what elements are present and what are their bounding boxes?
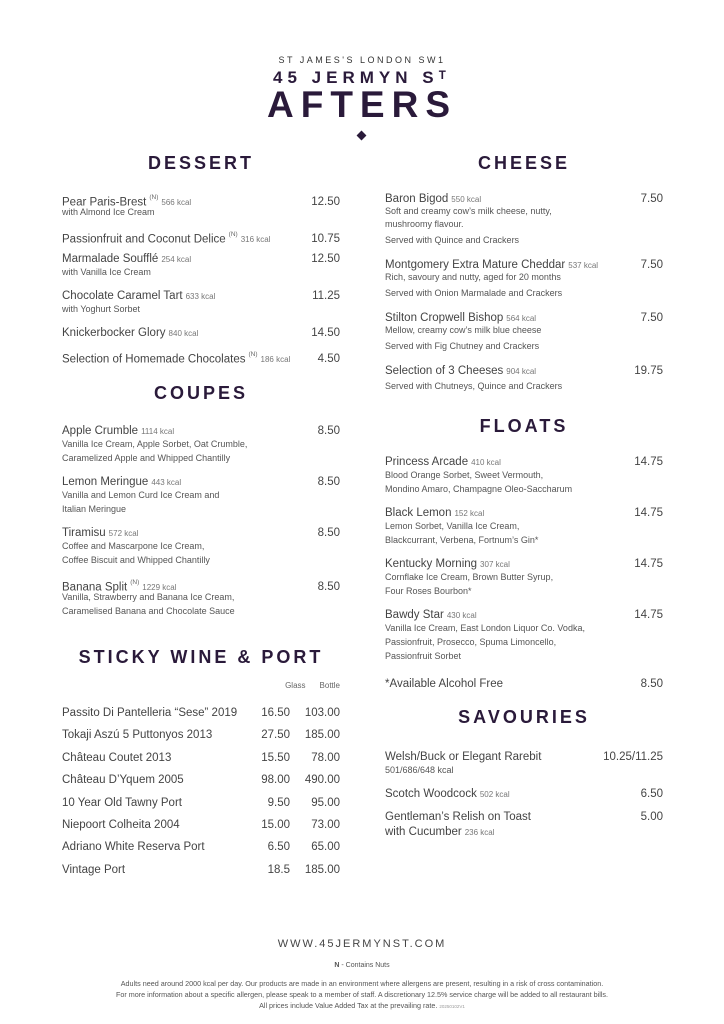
item-name-line2: with Cucumber bbox=[385, 826, 462, 838]
website-link[interactable]: WWW.45JERMYNST.COM bbox=[277, 938, 447, 950]
menu-item bbox=[62, 324, 340, 339]
wine-column-headers bbox=[62, 681, 340, 695]
item-row bbox=[62, 473, 340, 488]
item-name: Marmalade Soufflé bbox=[62, 253, 159, 265]
item-name: Bawdy Star bbox=[385, 609, 444, 621]
item-kcal: 1229 kcal bbox=[142, 583, 177, 593]
location-line: ST JAMES'S LONDON SW1 bbox=[278, 55, 446, 65]
item-description: Lemon Sorbet, Vanilla Ice Cream, bbox=[385, 521, 520, 531]
floats-section bbox=[385, 416, 663, 698]
menu-item bbox=[62, 347, 340, 366]
item-description: Blood Orange Sorbet, Sweet Vermouth, bbox=[385, 470, 544, 480]
glass-price: 6.50 bbox=[267, 841, 290, 854]
item-name: Tiramisu bbox=[62, 527, 106, 539]
bottle-price: 73.00 bbox=[311, 818, 340, 831]
item-name: Apple Crumble bbox=[62, 425, 139, 437]
item-price: 8.50 bbox=[317, 425, 340, 437]
item-row bbox=[385, 606, 663, 621]
item-kcal: 840 kcal bbox=[168, 329, 199, 338]
wine-name: Château D’Yquem 2005 bbox=[62, 774, 184, 787]
cheese-list bbox=[385, 190, 663, 393]
item-description: Vanilla, Strawberry and Banana Ice Cream, bbox=[62, 592, 235, 602]
disclaimer bbox=[0, 978, 724, 1012]
item-kcal: 537 kcal bbox=[568, 261, 599, 270]
item-name: *Available Alcohol Free bbox=[385, 678, 504, 690]
item-kcal: 1114 kcal bbox=[141, 427, 175, 436]
glass-price: 98.00 bbox=[261, 774, 290, 787]
item-row bbox=[385, 362, 663, 377]
item-name: Princess Arcade bbox=[385, 456, 469, 468]
item-price: 5.00 bbox=[640, 811, 663, 823]
item-served-with: Served with Fig Chutney and Crackers bbox=[385, 341, 540, 351]
item-description: Caramelised Banana and Chocolate Sauce bbox=[62, 606, 235, 616]
glass-price: 15.50 bbox=[261, 751, 290, 764]
item-kcal: 236 kcal bbox=[464, 828, 495, 837]
bottle-price: 490.00 bbox=[304, 774, 340, 787]
item-name: Welsh/Buck or Elegant Rarebit bbox=[385, 751, 542, 763]
item-row bbox=[62, 575, 340, 594]
wine-name: Tokaji Aszú 5 Puttonyos 2013 bbox=[62, 729, 213, 742]
menu-item bbox=[385, 675, 663, 690]
item-row-2 bbox=[385, 823, 663, 838]
menu-item bbox=[62, 473, 340, 516]
item-kcal: 152 kcal bbox=[454, 509, 485, 518]
item-description: Four Roses Bourbon* bbox=[385, 586, 472, 596]
item-price: 19.75 bbox=[634, 365, 663, 377]
item-row bbox=[385, 256, 663, 271]
item-price: 8.50 bbox=[317, 581, 340, 594]
item-name: Black Lemon bbox=[385, 507, 452, 519]
nut-marker: (N) bbox=[228, 231, 238, 238]
item-row bbox=[385, 190, 663, 205]
item-name: Lemon Meringue bbox=[62, 476, 149, 488]
item-row bbox=[385, 785, 663, 800]
wine-row bbox=[62, 840, 340, 862]
item-description: Caramelized Apple and Whipped Chantilly bbox=[62, 453, 231, 463]
section-heading: CHEESE bbox=[477, 153, 571, 173]
item-name: Chocolate Caramel Tart bbox=[62, 290, 183, 302]
bottle-price: 95.00 bbox=[311, 796, 340, 809]
item-price: 7.50 bbox=[640, 259, 663, 271]
item-name: Selection of 3 Cheeses bbox=[385, 365, 504, 377]
item-kcal: 186 kcal bbox=[260, 355, 291, 365]
item-kcal: 550 kcal bbox=[451, 195, 482, 204]
wine-row bbox=[62, 863, 340, 885]
item-description: Passionfruit, Prosecco, Spuma Limoncello, bbox=[385, 637, 557, 647]
wine-row bbox=[62, 751, 340, 773]
glass-price: 9.50 bbox=[267, 796, 290, 809]
nut-marker: (N) bbox=[130, 579, 140, 586]
menu-item bbox=[385, 453, 663, 496]
disclaimer-line: Adults need around 2000 kcal per day. Our products are made in an environment where allergens are present, resulting in a risk of cross contamination. bbox=[120, 979, 604, 988]
item-kcal: 564 kcal bbox=[506, 314, 537, 323]
item-price: 14.75 bbox=[634, 609, 663, 621]
item-title bbox=[62, 324, 198, 341]
glass-header: Glass bbox=[285, 681, 306, 690]
section-heading: DESSERT bbox=[147, 153, 255, 173]
item-name: Kentucky Morning bbox=[385, 558, 478, 570]
menu-item bbox=[385, 309, 663, 353]
item-description: Vanilla Ice Cream, Apple Sorbet, Oat Crumble, bbox=[62, 439, 248, 449]
cheese-section bbox=[385, 153, 663, 402]
bottle-price: 65.00 bbox=[311, 841, 340, 854]
disclaimer-line: For more information about a specific allergen, please speak to a member of staff. A discretionary 12.5% service charge will be added to all restaurant bills. bbox=[115, 990, 609, 999]
menu-item bbox=[62, 250, 340, 279]
item-kcal: 566 kcal bbox=[161, 198, 192, 208]
item-description: Coffee Biscuit and Whipped Chantilly bbox=[62, 555, 210, 565]
wine-list bbox=[62, 706, 340, 885]
savouries-list bbox=[385, 748, 663, 838]
wine-row bbox=[62, 818, 340, 840]
wine-name: Vintage Port bbox=[62, 863, 126, 876]
item-price: 6.50 bbox=[640, 788, 663, 800]
menu-item bbox=[385, 256, 663, 300]
item-title bbox=[62, 227, 270, 247]
item-row bbox=[385, 453, 663, 468]
item-name: Knickerbocker Glory bbox=[62, 327, 166, 339]
item-description: Coffee and Mascarpone Ice Cream, bbox=[62, 541, 205, 551]
disclaimer-line bbox=[0, 1000, 724, 1012]
item-description: with Vanilla Ice Cream bbox=[62, 267, 151, 277]
wine-name: Château Coutet 2013 bbox=[62, 751, 172, 764]
menu-item bbox=[385, 808, 663, 838]
item-row bbox=[385, 675, 663, 690]
item-title bbox=[385, 785, 510, 802]
item-kcal: 572 kcal bbox=[108, 529, 139, 538]
item-row bbox=[62, 287, 340, 302]
wine-section bbox=[62, 647, 340, 885]
item-row bbox=[385, 808, 663, 823]
item-description: Mellow, creamy cow’s milk blue cheese bbox=[385, 325, 542, 335]
item-title bbox=[385, 362, 536, 379]
wine-row bbox=[62, 728, 340, 750]
glass-price: 15.00 bbox=[261, 818, 290, 831]
menu-code: 20250102V1 bbox=[439, 1004, 465, 1009]
menu-item bbox=[62, 227, 340, 246]
item-price: 8.50 bbox=[317, 527, 340, 539]
bottle-price: 185.00 bbox=[304, 863, 340, 876]
item-description: Cornflake Ice Cream, Brown Butter Syrup, bbox=[385, 572, 554, 582]
item-served-with: Served with Onion Marmalade and Crackers bbox=[385, 288, 563, 298]
wine-name: 10 Year Old Tawny Port bbox=[62, 796, 182, 809]
item-served-with: Served with Quince and Crackers bbox=[385, 235, 520, 245]
item-kcal: 307 kcal bbox=[480, 560, 510, 569]
item-price: 14.75 bbox=[634, 456, 663, 468]
section-heading: FLOATS bbox=[479, 416, 569, 436]
item-name: Passionfruit and Coconut Delice bbox=[62, 233, 226, 246]
glass-price: 27.50 bbox=[261, 729, 290, 742]
item-description: with Almond Ice Cream bbox=[62, 207, 155, 217]
section-heading: COUPES bbox=[153, 383, 249, 403]
item-price: 11.25 bbox=[312, 290, 340, 302]
item-name: Stilton Cropwell Bishop bbox=[385, 312, 504, 324]
item-name: Gentleman’s Relish on Toast bbox=[385, 811, 531, 823]
item-price: 14.75 bbox=[634, 507, 663, 519]
wine-name: Niepoort Colheita 2004 bbox=[62, 818, 180, 831]
item-name: Selection of Homemade Chocolates bbox=[62, 353, 246, 366]
bottle-price: 78.00 bbox=[311, 751, 340, 764]
item-price: 7.50 bbox=[640, 312, 663, 324]
item-description: Soft and creamy cow’s milk cheese, nutty, bbox=[385, 206, 552, 216]
item-description: with Yoghurt Sorbet bbox=[62, 304, 141, 314]
item-served-with: Served with Chutneys, Quince and Crackers bbox=[385, 381, 563, 391]
item-description: mushroomy flavour. bbox=[385, 219, 464, 229]
nut-marker: (N) bbox=[248, 351, 258, 358]
item-row bbox=[62, 250, 340, 265]
bottle-price: 185.00 bbox=[304, 729, 340, 742]
disclaimer-text: All prices include Value Added Tax at the prevailing rate. bbox=[259, 1001, 438, 1010]
item-price: 12.50 bbox=[311, 253, 340, 265]
item-description: Vanilla Ice Cream, East London Liquor Co. Vodka, bbox=[385, 623, 585, 633]
menu-item bbox=[385, 555, 663, 598]
diamond-ornament-icon bbox=[357, 131, 367, 141]
item-kcal: 904 kcal bbox=[506, 367, 537, 376]
item-title bbox=[385, 675, 503, 692]
menu-item bbox=[385, 785, 663, 800]
nut-key-label: - Contains Nuts bbox=[339, 962, 390, 969]
menu-item bbox=[385, 190, 663, 247]
item-name: Baron Bigod bbox=[385, 193, 449, 205]
item-row bbox=[385, 748, 663, 763]
item-price: 12.50 bbox=[311, 196, 340, 209]
menu-item bbox=[62, 575, 340, 618]
menu-item bbox=[62, 524, 340, 567]
item-price: 10.25/11.25 bbox=[603, 751, 663, 763]
coupes-section bbox=[62, 383, 340, 626]
item-price: 8.50 bbox=[317, 476, 340, 488]
bottle-header: Bottle bbox=[319, 681, 340, 690]
item-name: Montgomery Extra Mature Cheddar bbox=[385, 259, 566, 271]
savouries-section bbox=[385, 707, 663, 846]
nut-key bbox=[0, 961, 724, 970]
section-heading: SAVOURIES bbox=[458, 707, 590, 727]
menu-item bbox=[385, 748, 663, 777]
item-price: 14.50 bbox=[311, 327, 340, 339]
item-row bbox=[62, 347, 340, 366]
menu-item bbox=[62, 422, 340, 465]
item-price: 10.75 bbox=[311, 233, 340, 246]
item-row bbox=[385, 309, 663, 324]
dessert-section bbox=[62, 153, 340, 370]
item-kcal: 502 kcal bbox=[479, 790, 510, 799]
glass-price: 18.5 bbox=[267, 863, 290, 876]
item-description: Mondino Amaro, Champagne Oleo-Saccharum bbox=[385, 484, 573, 494]
menu-item bbox=[62, 190, 340, 219]
item-kcal: 410 kcal bbox=[471, 458, 501, 467]
item-kcal: 316 kcal bbox=[240, 235, 271, 245]
item-row bbox=[385, 504, 663, 519]
nut-key-symbol: N bbox=[334, 962, 340, 969]
coupes-list bbox=[62, 422, 340, 618]
item-row bbox=[62, 190, 340, 209]
item-description: Italian Meringue bbox=[62, 504, 127, 514]
menu-item bbox=[385, 504, 663, 547]
item-row bbox=[62, 324, 340, 339]
wine-name: Adriano White Reserva Port bbox=[62, 841, 205, 854]
item-description: Blackcurrant, Verbena, Fortnum’s Gin* bbox=[385, 535, 539, 545]
bottle-price: 103.00 bbox=[304, 707, 340, 719]
item-description: Passionfruit Sorbet bbox=[385, 651, 462, 661]
item-kcal: 254 kcal bbox=[161, 255, 192, 264]
menu-item bbox=[385, 606, 663, 663]
item-row bbox=[62, 524, 340, 539]
item-title-2 bbox=[385, 823, 495, 840]
item-price: 8.50 bbox=[640, 678, 663, 690]
item-row bbox=[62, 227, 340, 246]
item-description: Vanilla and Lemon Curd Ice Cream and bbox=[62, 490, 220, 500]
item-price: 4.50 bbox=[317, 353, 340, 366]
item-kcal: 633 kcal bbox=[185, 292, 216, 301]
wine-row bbox=[62, 706, 340, 728]
wine-row bbox=[62, 773, 340, 795]
item-name: Pear Paris-Brest bbox=[62, 196, 147, 209]
section-heading: STICKY WINE & PORT bbox=[78, 647, 324, 667]
item-kcal: 501/686/648 kcal bbox=[385, 765, 454, 775]
wine-name: Passito Di Pantelleria “Sese” 2019 bbox=[62, 707, 238, 719]
item-name: Banana Split bbox=[62, 581, 128, 594]
wine-row bbox=[62, 796, 340, 818]
item-title bbox=[62, 347, 290, 367]
item-row bbox=[62, 422, 340, 437]
item-description: Rich, savoury and nutty, aged for 20 months bbox=[385, 272, 561, 282]
item-kcal: 443 kcal bbox=[151, 478, 182, 487]
nut-marker: (N) bbox=[149, 194, 159, 201]
page-title: AFTERS bbox=[267, 84, 457, 125]
floats-list bbox=[385, 453, 663, 690]
glass-price: 16.50 bbox=[261, 707, 290, 719]
item-kcal: 430 kcal bbox=[446, 611, 477, 620]
item-price: 14.75 bbox=[634, 558, 663, 570]
menu-item bbox=[385, 362, 663, 393]
dessert-list bbox=[62, 190, 340, 366]
restaurant-brand: 45 JERMYN Sᵀ bbox=[273, 68, 451, 87]
item-price: 7.50 bbox=[640, 193, 663, 205]
menu-item bbox=[62, 287, 340, 316]
item-name: Scotch Woodcock bbox=[385, 788, 477, 800]
item-row bbox=[385, 555, 663, 570]
